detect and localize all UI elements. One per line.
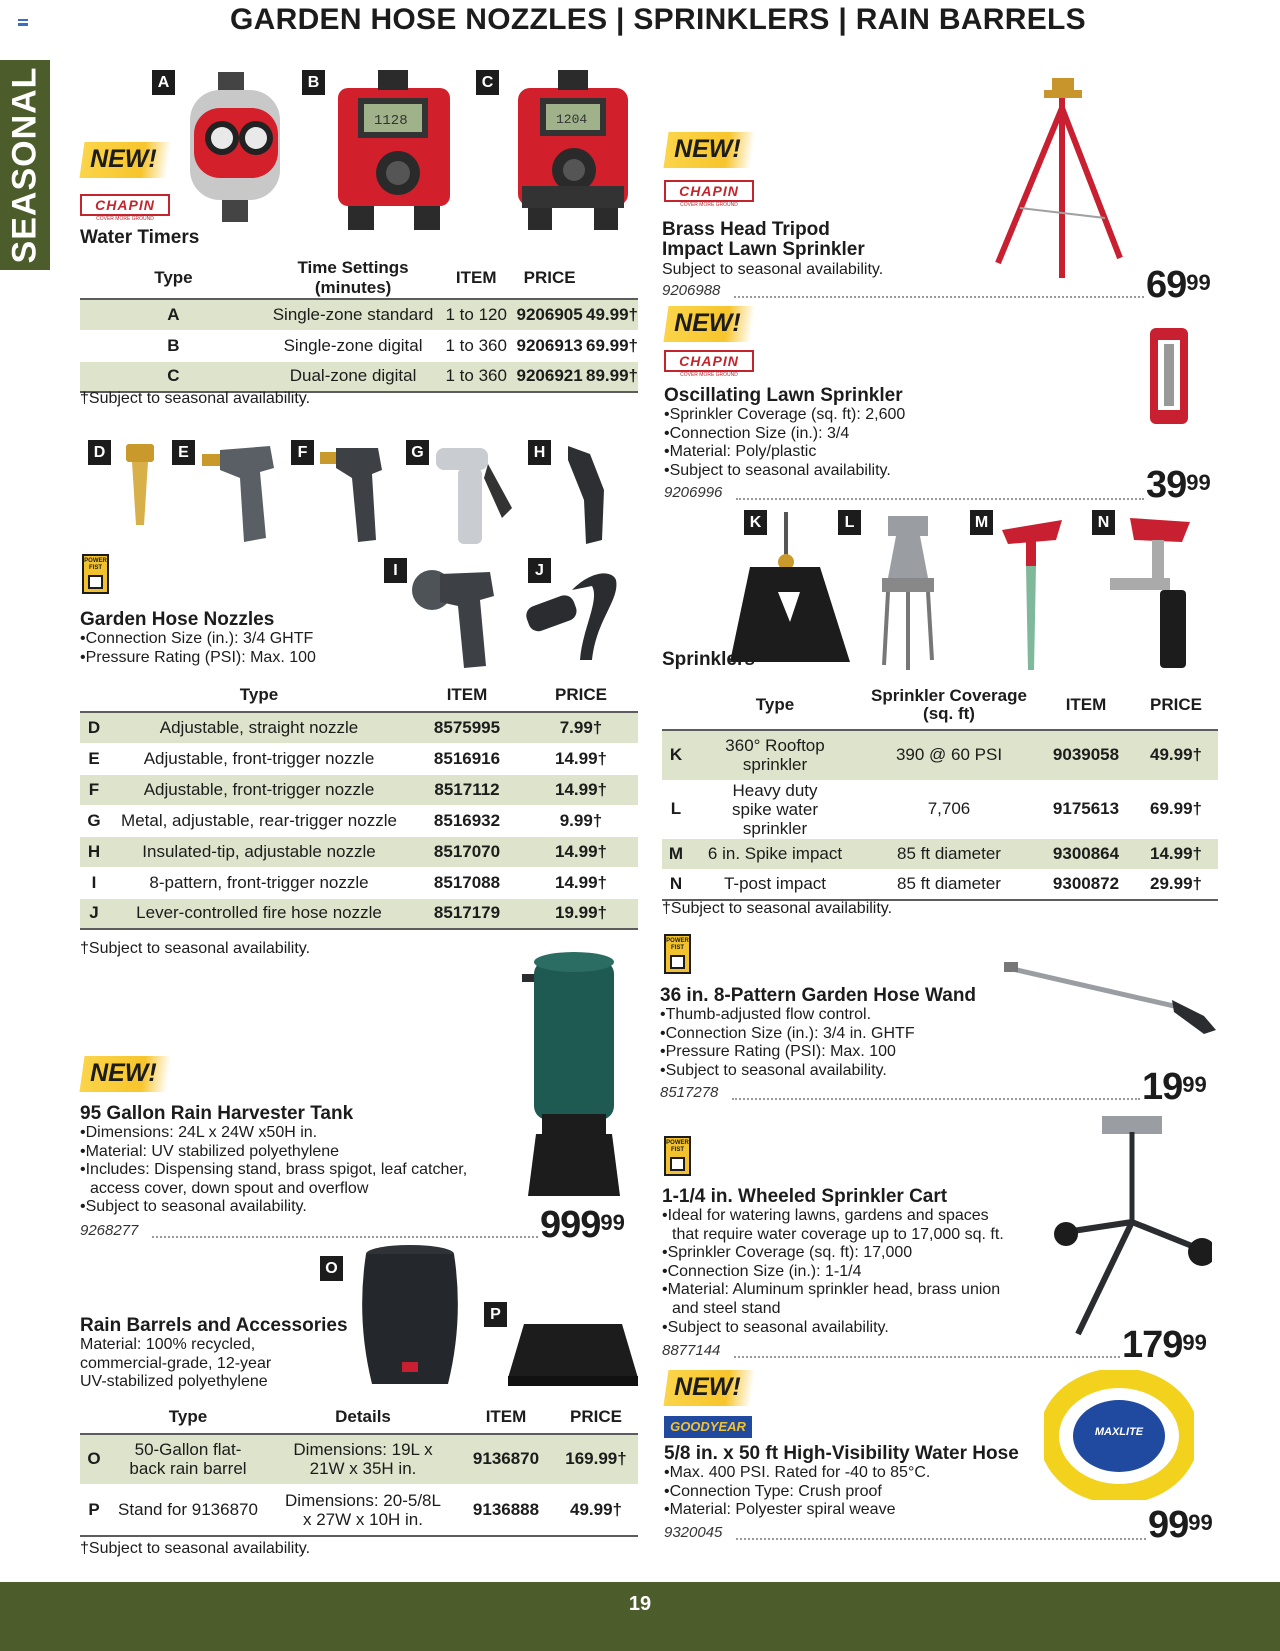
col-header: ITEM [455, 268, 497, 287]
letter-badge-i: I [384, 558, 407, 583]
col-header: Sprinkler Coverage (sq. ft) [871, 685, 1027, 723]
letter-badge-d: D [88, 440, 111, 465]
table-row: N T-post impact 85 ft diameter 9300872 29.99† [662, 869, 1218, 900]
price: $19^{99}$ [1142, 1066, 1207, 1108]
col-header: Type [239, 684, 279, 704]
cart-bullets: •Ideal for watering lawns, gardens and spaces that require water coverage up to 17,000 sq. ft. •Sprinkler Coverage (sq. ft): 17,000 •Connection Size (in.): 1-1/4 •Material: Aluminum sprinkler head, brass union and steel stand •Subject to seasonal availability. [662, 1207, 1004, 1336]
leader-dots [736, 1538, 1146, 1540]
table-row: J Lever-controlled fire hose nozzle 8517179 19.99† [80, 898, 638, 929]
sku: 8517278 [660, 1084, 719, 1101]
nozzles-bullets: •Connection Size (in.): 3/4 GHTF •Pressure Rating (PSI): Max. 100 [80, 630, 316, 666]
nozzle-j-image [522, 560, 622, 672]
letter-badge-k: K [744, 510, 767, 535]
new-badge: NEW! [663, 306, 755, 342]
sku: 8877144 [662, 1342, 721, 1359]
sprinkler-l-image [868, 510, 948, 670]
oscillating-bullets: •Sprinkler Coverage (sq. ft): 2,600 •Connection Size (in.): 3/4 •Material: Poly/plastic •Subject to seasonal availability. [664, 406, 906, 479]
nozzle-d-image [120, 440, 160, 530]
sprinklers-title: Sprinklers [662, 649, 755, 670]
col-header: PRICE [523, 268, 576, 287]
sprinklers-table [662, 680, 1218, 901]
tank-bullets: •Dimensions: 24L x 24W x50H in. •Material: UV stabilized polyethylene •Includes: Dispensing stand, brass spigot, leaf catcher, access cover, down spout and overflow •Subject to seasonal availability. [80, 1124, 468, 1216]
chapin-logo: CHAPIN COVER MORE GROUND [664, 180, 754, 208]
tank-title: 95 Gallon Rain Harvester Tank [80, 1103, 354, 1124]
hose-reel-image [1044, 1370, 1194, 1500]
table-row: C Dual-zone digital 1 to 360 9206921 89.99† [80, 361, 638, 392]
letter-badge-o: O [320, 1256, 343, 1281]
leader-dots [734, 296, 1144, 298]
timer-c-image [508, 68, 638, 233]
chapin-logo: CHAPIN COVER MORE GROUND [80, 194, 170, 222]
rain-barrel-image [360, 1244, 460, 1394]
nozzle-f-image [318, 438, 388, 548]
page-number: 19 [628, 1593, 652, 1615]
table-row: L Heavy duty spike water sprinkler 7,706 9175613 69.99† [662, 780, 1218, 838]
col-header: Type [168, 1406, 208, 1426]
seasonal-note: †Subject to seasonal availability. [80, 390, 311, 407]
hose-bullets: •Max. 400 PSI. Rated for -40 to 85°C. •Connection Type: Crush proof •Material: Polyester spiral weave [664, 1464, 931, 1519]
col-header: ITEM [1065, 694, 1107, 714]
leader-dots [732, 1098, 1140, 1100]
letter-badge-e: E [172, 440, 195, 465]
hose-reel-label: MAXLITE [1094, 1426, 1144, 1438]
price: $99^{99}$ [1148, 1504, 1213, 1546]
nozzles-title: Garden Hose Nozzles [80, 609, 275, 630]
sku: 9320045 [664, 1524, 723, 1541]
page-title: GARDEN HOSE NOZZLES | SPRINKLERS | RAIN BARRELS [230, 3, 1086, 36]
nozzle-g-image [432, 438, 522, 548]
sprinkler-m-image [992, 510, 1072, 670]
nozzles-table [80, 678, 638, 930]
col-header: ITEM [446, 684, 488, 704]
goodyear-logo: GOODYEAR [664, 1416, 752, 1438]
letter-badge-m: M [970, 510, 993, 535]
col-header: ITEM [485, 1406, 527, 1426]
col-header: Details [335, 1406, 391, 1426]
price: $179^{99}$ [1122, 1324, 1207, 1366]
letter-badge-l: L [838, 510, 861, 535]
sku: 9206996 [664, 484, 723, 501]
seasonal-note: †Subject to seasonal availability. [662, 900, 893, 917]
letter-badge-p: P [484, 1302, 507, 1327]
nozzle-i-image [410, 562, 500, 672]
leader-dots [734, 1356, 1120, 1358]
wand-title: 36 in. 8-Pattern Garden Hose Wand [660, 985, 977, 1006]
sprinkler-n-image [1110, 510, 1200, 670]
new-badge: NEW! [79, 1056, 171, 1092]
barrels-description: Material: 100% recycled, commercial-grade, 12-year UV-stabilized polyethylene [80, 1336, 272, 1391]
tripod-title-1: Brass Head Tripod [662, 219, 830, 240]
new-badge: NEW! [663, 1370, 755, 1406]
letter-badge-h: H [528, 440, 551, 465]
col-header: PRICE [555, 684, 607, 704]
letter-badge-j: J [528, 558, 551, 583]
sprinkler-k-image [730, 512, 850, 672]
cart-title: 1-1/4 in. Wheeled Sprinkler Cart [662, 1186, 948, 1207]
leader-dots [152, 1236, 538, 1238]
table-row: B Single-zone digital 1 to 360 9206913 69.99† [80, 330, 638, 361]
tripod-title-2: Impact Lawn Sprinkler [662, 239, 865, 260]
powerfist-logo: POWER FIST [664, 1136, 691, 1176]
page-footer [0, 1582, 1280, 1651]
letter-badge-n: N [1092, 510, 1115, 535]
tripod-subtitle: Subject to seasonal availability. [662, 261, 884, 278]
new-badge: NEW! [663, 132, 755, 168]
side-tab-label: SEASONAL [5, 66, 44, 264]
barrels-table [80, 1400, 638, 1537]
letter-badge-a: A [152, 70, 175, 95]
table-row: K 360° Rooftop sprinkler 390 @ 60 PSI 9039058 49.99† [662, 730, 1218, 780]
timer-b-image [328, 68, 458, 233]
col-header: PRICE [1150, 694, 1202, 714]
table-row: P Stand for 9136870 Dimensions: 20-5/8L x 27W x 10H in. 9136888 49.99† [80, 1484, 638, 1536]
leader-dots [736, 498, 1144, 500]
table-row: G Metal, adjustable, rear-trigger nozzle 8516932 9.99† [80, 805, 638, 836]
nozzle-e-image [200, 438, 280, 548]
svg-text:1128: 1128 [374, 113, 408, 129]
col-header: PRICE [570, 1406, 622, 1426]
table-row: M 6 in. Spike impact 85 ft diameter 9300864 14.99† [662, 838, 1218, 869]
letter-badge-b: B [302, 70, 325, 95]
barrels-title: Rain Barrels and Accessories [80, 1315, 348, 1336]
price: $39^{99}$ [1146, 464, 1211, 506]
table-row: F Adjustable, front-trigger nozzle 8517112 14.99† [80, 774, 638, 805]
water-timers-title: Water Timers [80, 227, 200, 248]
svg-text:1204: 1204 [556, 112, 588, 127]
table-row: H Insulated-tip, adjustable nozzle 8517070 14.99† [80, 836, 638, 867]
barrel-stand-image [506, 1318, 640, 1390]
wand-bullets: •Thumb-adjusted flow control. •Connection Size (in.): 3/4 in. GHTF •Pressure Rating (PSI): Max. 100 •Subject to seasonal availability. [660, 1006, 915, 1079]
oscillating-sprinkler-image [1146, 322, 1192, 432]
nozzle-h-image [560, 440, 630, 550]
sku: 9268277 [80, 1222, 139, 1239]
tripod-sprinkler-image [990, 78, 1130, 288]
price: $999^{99}$ [540, 1204, 625, 1246]
hose-wand-image [1004, 956, 1224, 1036]
seasonal-note: †Subject to seasonal availability. [80, 940, 311, 957]
side-tab [0, 60, 50, 270]
sku: 9206988 [662, 282, 721, 299]
col-header: Time Settings (minutes) [297, 258, 409, 297]
price: $69^{99}$ [1146, 264, 1211, 306]
chapin-logo: CHAPIN COVER MORE GROUND [664, 350, 754, 378]
table-row: O 50-Gallon flat-back rain barrel Dimensions: 19L x 21W x 35H in. 9136870 169.99† [80, 1434, 638, 1484]
letter-badge-f: F [291, 440, 314, 465]
col-header: Type [154, 268, 193, 287]
oscillating-title: Oscillating Lawn Sprinkler [664, 385, 903, 406]
rain-tank-image [520, 946, 630, 1196]
table-row: E Adjustable, front-trigger nozzle 8516916 14.99† [80, 743, 638, 774]
sprinkler-cart-image [1052, 1112, 1212, 1342]
letter-badge-c: C [476, 70, 499, 95]
timer-a-image [180, 68, 290, 228]
letter-badge-g: G [406, 440, 429, 465]
seasonal-note: †Subject to seasonal availability. [80, 1540, 311, 1557]
water-timers-table [80, 258, 638, 393]
hose-title: 5/8 in. x 50 ft High-Visibility Water Hose [664, 1443, 1019, 1464]
table-row: D Adjustable, straight nozzle 8575995 7.99† [80, 712, 638, 743]
powerfist-logo: POWER FIST [664, 934, 691, 974]
table-row: I 8-pattern, front-trigger nozzle 8517088 14.99† [80, 867, 638, 898]
col-header: Type [755, 694, 795, 714]
powerfist-logo: POWER FIST [82, 554, 109, 594]
table-row: A Single-zone standard 1 to 120 9206905 49.99† [80, 299, 638, 330]
new-badge: NEW! [79, 142, 171, 178]
